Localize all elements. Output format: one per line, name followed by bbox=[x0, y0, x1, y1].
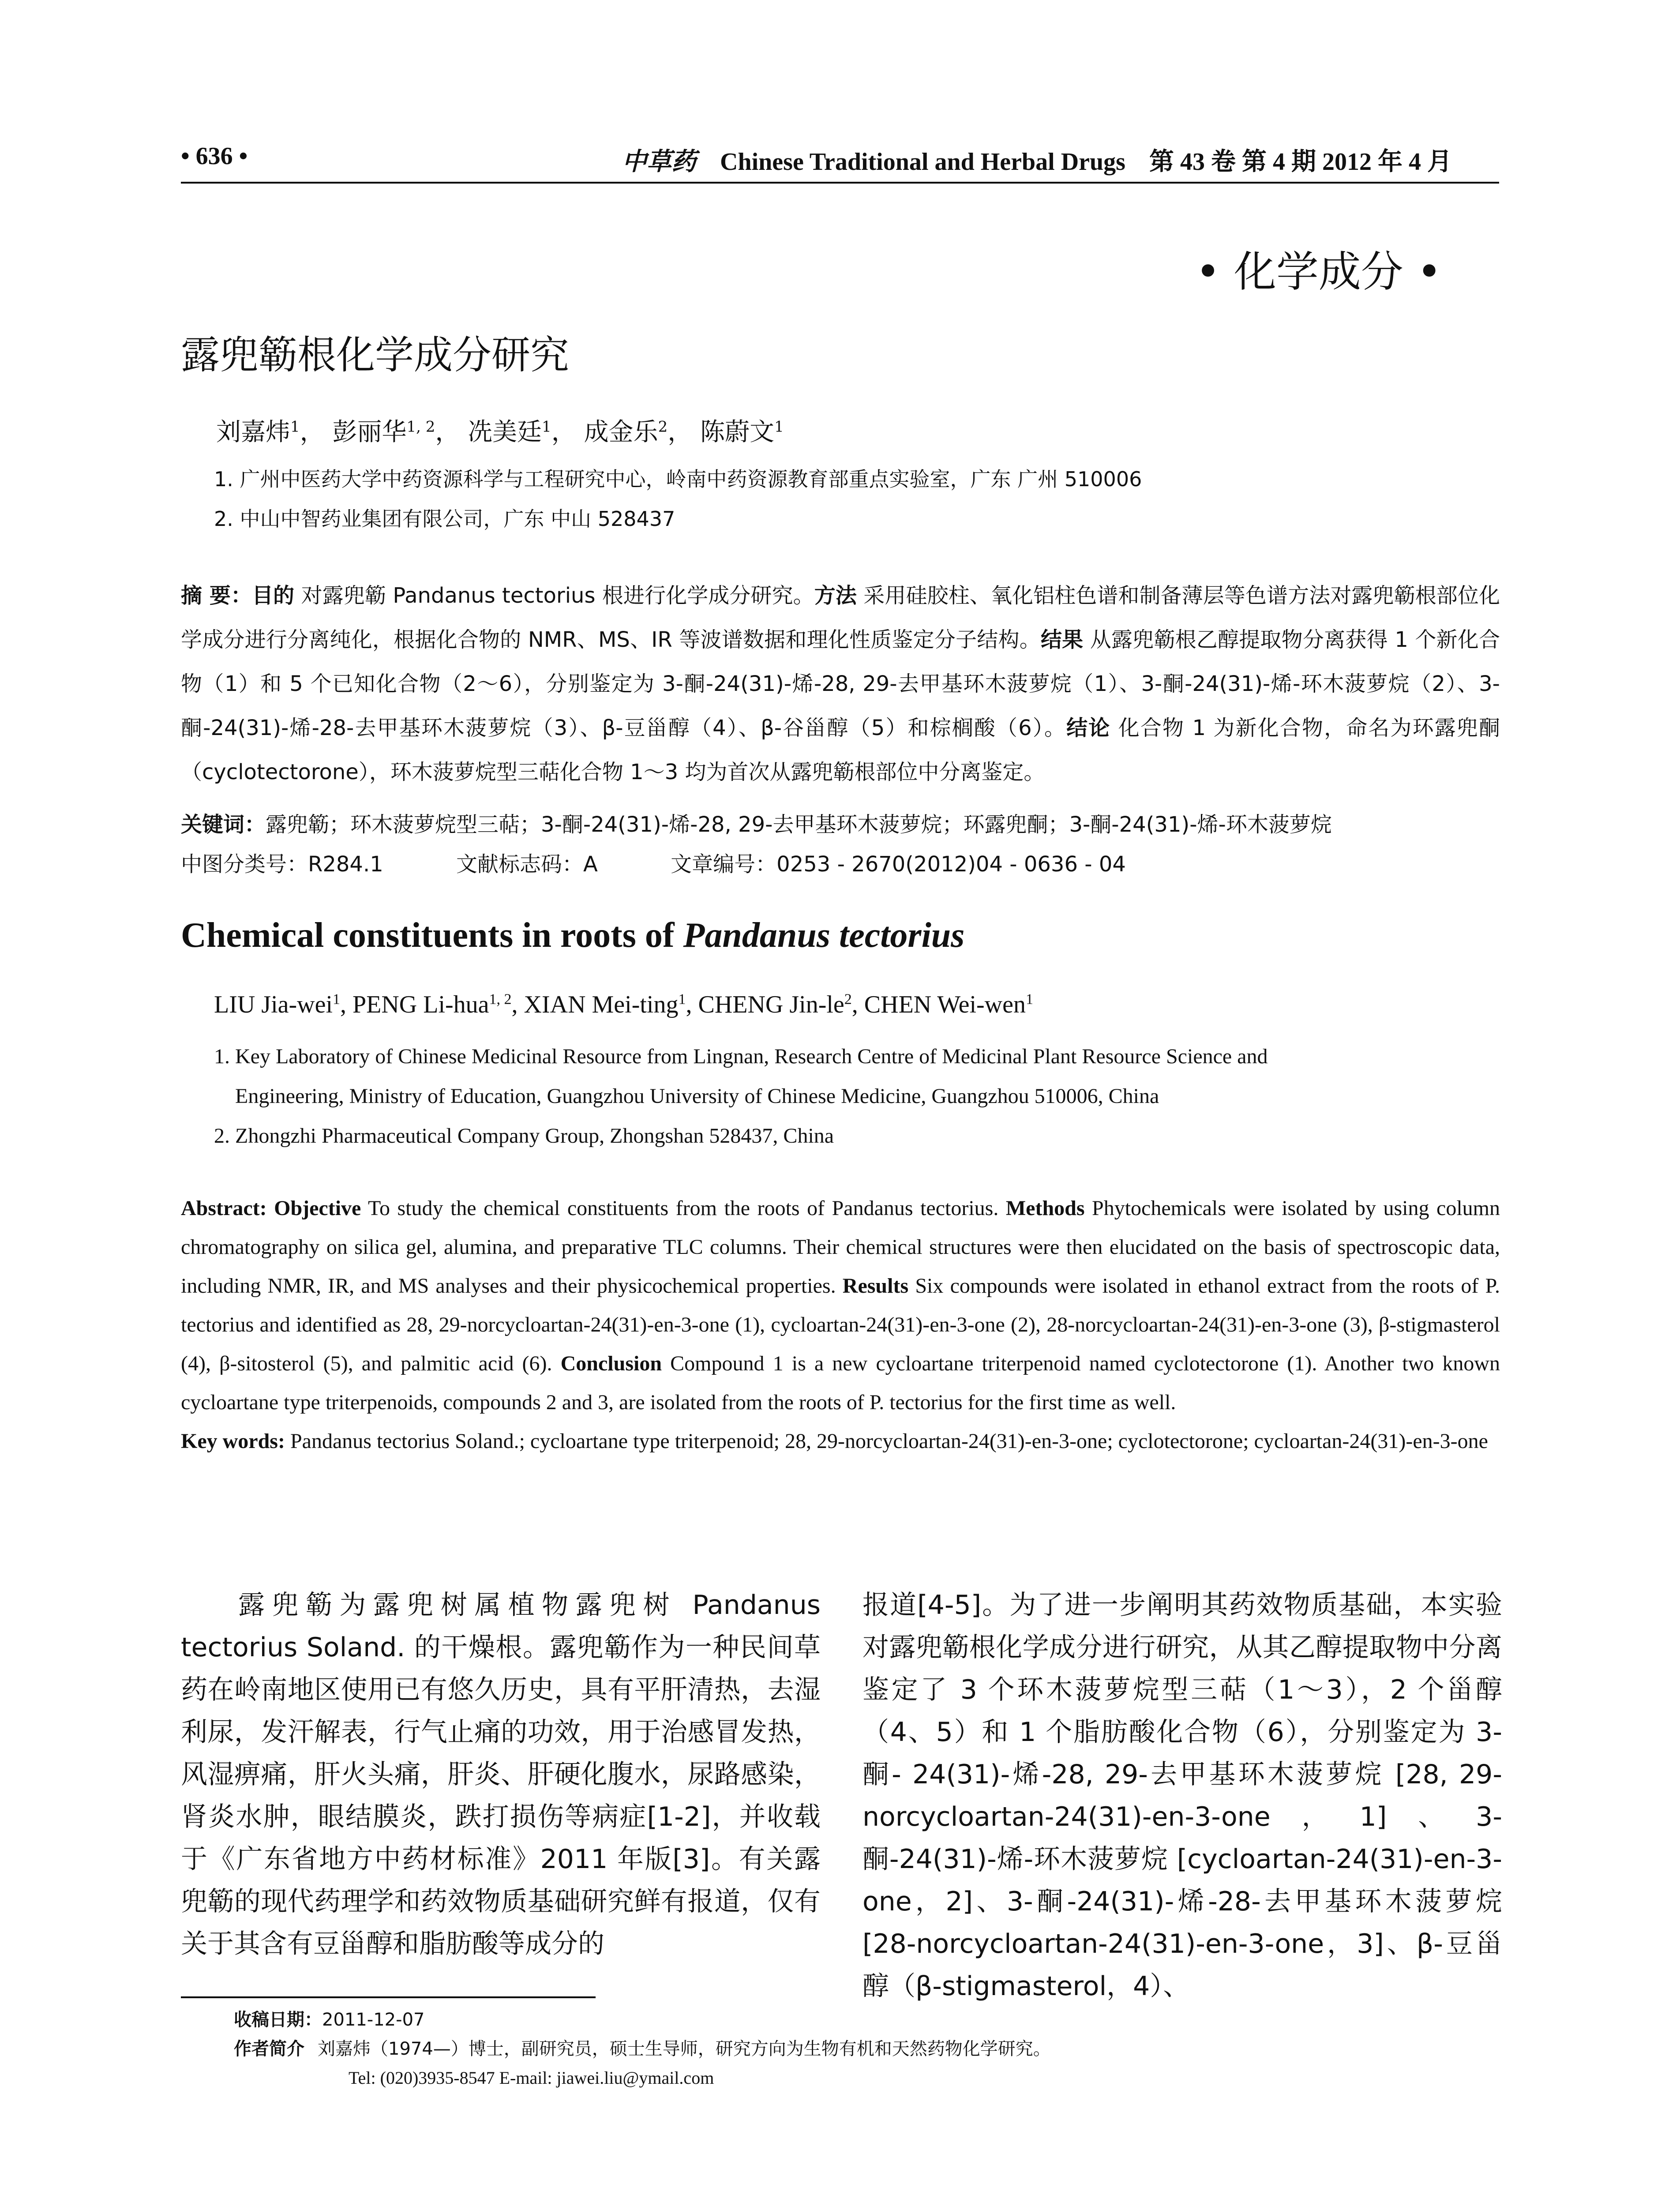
author-name: 陈蔚文 bbox=[700, 418, 775, 446]
english-title-species: Pandanus tectorius bbox=[683, 916, 965, 955]
methods-text: Phytochemicals were isolated by using column chromatography on silica gel, alumina, and preparative TLC columns. Their chemical structures were then elucidated on the basis of spectroscopic data, including NMR, IR, and MS analyses and their physicochemical properties. bbox=[181, 1197, 1500, 1298]
english-title bbox=[181, 915, 964, 956]
conclusion-label: Conclusion bbox=[560, 1352, 662, 1375]
article-number: 文章编号：0253 - 2670(2012)04 - 0636 - 04 bbox=[671, 852, 1126, 877]
author-bio bbox=[234, 2034, 1051, 2063]
body-column-right: 报道[4-5]。为了进一步阐明其药效物质基础，本实验对露兜簕根化学成分进行研究，从其乙醇提取物中分离鉴定了 3 个环木菠萝烷型三萜（1～3），2 个甾醇（4、5）和 1 个脂肪酸化合物（6），分别鉴定为 3-酮- 24(31)-烯-28, 29-去甲基环木菠萝烷 [28, 29-norcycloartan-24(31)-en-3-one，1]、3-酮-24(31)-烯-环木菠萝烷 [cycloartan-24(31)-en-3-one，2]、3-酮-24(31)-烯-28-去甲基环木菠萝烷 [28-norcycloartan-24(31)-en-3-one，3]、β-豆甾醇（β-stigmasterol，4）、 bbox=[862, 1590, 1502, 2002]
author-bio-label: 作者简介 bbox=[234, 2039, 304, 2059]
author-name: CHENG Jin-le bbox=[698, 991, 844, 1018]
author-affil-sup: 1 bbox=[774, 418, 784, 436]
objective-label: 目的 bbox=[252, 583, 295, 608]
results-text: 从露兜簕根乙醇提取物分离获得 1 个新化合物（1）和 5 个已知化合物（2～6），分别鉴定为 3-酮-24(31)-烯-28, 29-去甲基环木菠萝烷（1）、3-酮-24(31)-烯-环木菠萝烷（2）、3-酮-24(31)-烯-28-去甲基环木菠萝烷（3）、β-豆甾醇（4）、β-谷甾醇（5）和棕榈酸（6）。 bbox=[181, 627, 1500, 740]
affiliation-line: Engineering, Ministry of Education, Guangzhou University of Chinese Medicine, Guangzhou 510006, China bbox=[235, 1084, 1159, 1108]
author-bio-text: 刘嘉炜（1974—）博士，副研究员，硕士生导师，研究方向为生物有机和天然药物化学研究。 bbox=[318, 2039, 1051, 2059]
chinese-title: 露兜簕根化学成分研究 bbox=[181, 332, 570, 378]
author-affil-sup: 1, 2 bbox=[406, 418, 435, 436]
affiliation-line: Key Laboratory of Chinese Medicinal Resource from Lingnan, Research Centre of Medicinal Plant Resource Science and bbox=[235, 1045, 1268, 1068]
received-date bbox=[234, 2005, 1051, 2034]
author-affil-sup: 2 bbox=[658, 418, 668, 436]
english-affiliation-1 bbox=[214, 1037, 1507, 1116]
author-name: 成金乐 bbox=[584, 418, 658, 446]
author-affil-sup: 1 bbox=[290, 418, 300, 436]
journal-name: Chinese Traditional and Herbal Drugs bbox=[720, 148, 1125, 176]
author-affil-sup: 2 bbox=[844, 991, 852, 1008]
author-affil-sup: 1 bbox=[678, 991, 686, 1008]
keywords-text: Pandanus tectorius Soland.; cycloartane type triterpenoid; 28, 29-norcycloartan-24(31)-en-3-one; cyclotectorone; cycloartan-24(31)-en-3-one bbox=[290, 1429, 1488, 1453]
conclusion-text: 化合物 1 为新化合物，命名为环露兜酮（cyclotectorone），环木菠萝烷型三萜化合物 1～3 均为首次从露兜簕根部位中分离鉴定。 bbox=[181, 716, 1500, 784]
methods-label: 方法 bbox=[814, 583, 857, 608]
objective-label: Objective bbox=[274, 1197, 361, 1220]
clc-number: 中图分类号：R284.1 bbox=[181, 852, 383, 877]
english-authors: LIU Jia-wei$^1$, PENG Li-hua$^{1, 2}$, XIAN Mei-ting$^1$, CHENG Jin-$le^2$, CHEN Wei-wen$^1$ bbox=[214, 991, 1033, 1018]
author-name: 冼美廷 bbox=[468, 418, 542, 446]
affiliation-number: 1. bbox=[214, 1045, 230, 1068]
author-name: 彭丽华 bbox=[332, 418, 407, 446]
author-affil-sup: 1, 2 bbox=[489, 991, 512, 1008]
methods-label: Methods bbox=[1005, 1197, 1085, 1220]
chinese-keywords bbox=[181, 807, 1500, 838]
objective-text: 对露兜簕 Pandanus tectorius 根进行化学成分研究。 bbox=[294, 583, 814, 608]
conclusion-label: 结论 bbox=[1066, 716, 1111, 740]
english-abstract bbox=[181, 1189, 1500, 1461]
author-affil-sup: 1 bbox=[333, 991, 341, 1008]
english-title-prefix: Chemical constituents in roots of bbox=[181, 916, 683, 955]
results-label: Results bbox=[842, 1274, 909, 1298]
author-name: CHEN Wei-wen bbox=[864, 991, 1026, 1018]
results-text: Six compounds were isolated in ethanol extract from the roots of P. tectorius and identified as 28, 29-norcycloartan-24(31)-en-3-one (1), cycloartan-24(31)-en-3-one (2), 28-norcycloartan-24(31)-en-3-one (3), β-stigmasterol (4), β-sitosterol (5), and palmitic acid (6). bbox=[181, 1274, 1500, 1375]
section-tag: • 化学成分 • bbox=[1195, 247, 1442, 296]
footnote-divider bbox=[181, 1996, 596, 1998]
keywords-text: 露兜簕；环木菠萝烷型三萜；3-酮-24(31)-烯-28, 29-去甲基环木菠萝烷；环露兜酮；3-酮-24(31)-烯-环木菠萝烷 bbox=[266, 812, 1332, 837]
conclusion-text: Compound 1 is a new cycloartane triterpenoid named cyclotectorone (1). Another two known cycloartane type triterpenoids, compounds 2 and 3, are isolated from the roots of P. tectorius for the first time as well. bbox=[181, 1352, 1500, 1414]
keywords-label: Key words: bbox=[181, 1429, 290, 1453]
footnotes bbox=[234, 2005, 1051, 2093]
abstract-label: Abstract: bbox=[181, 1197, 274, 1220]
affiliation-number: 2. bbox=[214, 1124, 230, 1148]
english-affiliation-2 bbox=[214, 1116, 1507, 1156]
chinese-authors: 刘嘉炜$^1$， 彭丽华$^{1, 2}$， 冼美廷$^1$， 成金乐$^2$， 陈蔚文$^1$ bbox=[216, 418, 784, 446]
chinese-affiliation-1: 1. 广州中医药大学中药资源科学与工程研究中心，岭南中药资源教育部重点实验室，广东 广州 510006 bbox=[214, 467, 1142, 491]
chinese-affiliation-2: 2. 中山中智药业集团有限公司，广东 中山 528437 bbox=[214, 507, 675, 531]
received-value: 2011-12-07 bbox=[322, 2010, 425, 2030]
objective-text: To study the chemical constituents from the roots of Pandanus tectorius. bbox=[361, 1197, 1006, 1220]
affiliation-line: Zhongzhi Pharmaceutical Company Group, Zhongshan 528437, China bbox=[235, 1124, 834, 1148]
author-name: LIU Jia-wei bbox=[214, 991, 333, 1018]
author-name: PENG Li-hua bbox=[352, 991, 489, 1018]
received-label: 收稿日期： bbox=[234, 2010, 322, 2030]
contact-info: Tel: (020)3935-8547 E-mail: jiawei.liu@ymail.com bbox=[349, 2068, 714, 2088]
document-code: 文献标志码：A bbox=[456, 852, 598, 877]
author-name: XIAN Mei-ting bbox=[524, 991, 679, 1018]
classification-line bbox=[181, 847, 1192, 878]
methods-text: 采用硅胶柱、氧化铝柱色谱和制备薄层等色谱方法对露兜簕根部位化学成分进行分离纯化，根据化合物的 NMR、MS、IR 等波谱数据和理化性质鉴定分子结构。 bbox=[181, 583, 1500, 652]
body-column-left: 露兜簕为露兜树属植物露兜树 Pandanus tectorius Soland. 的干燥根。露兜簕作为一种民间草药在岭南地区使用已有悠久历史，具有平肝清热，去湿利尿，发汗解表，行气止痛的功效，用于治感冒发热，风湿痹痛，肝火头痛，肝炎、肝硬化腹水，尿路感染，肾炎水肿，眼结膜炎，跌打损伤等病症[1-2]，并收载于《广东省地方中药材标准》2011 年版[3]。有关露兜簕的现代药理学和药效物质基础研究鲜有报道，仅有关于其含有豆甾醇和脂肪酸等成分的 bbox=[181, 1590, 821, 1959]
journal-logo: 中草药 bbox=[622, 148, 696, 176]
journal-issue: 第 43 卷 第 4 期 2012 年 4 月 bbox=[1149, 148, 1452, 176]
keywords-label: 关键词： bbox=[181, 812, 266, 837]
author-name: 刘嘉炜 bbox=[216, 418, 290, 446]
abstract-label: 摘 要： bbox=[181, 583, 252, 608]
page-number: • 636 • bbox=[181, 143, 248, 170]
journal-line bbox=[622, 142, 1452, 177]
author-affil-sup: 1 bbox=[542, 418, 551, 436]
chinese-abstract bbox=[181, 574, 1500, 794]
running-header bbox=[181, 142, 1499, 184]
results-label: 结果 bbox=[1040, 627, 1084, 652]
author-affil-sup: 1 bbox=[1025, 991, 1033, 1008]
